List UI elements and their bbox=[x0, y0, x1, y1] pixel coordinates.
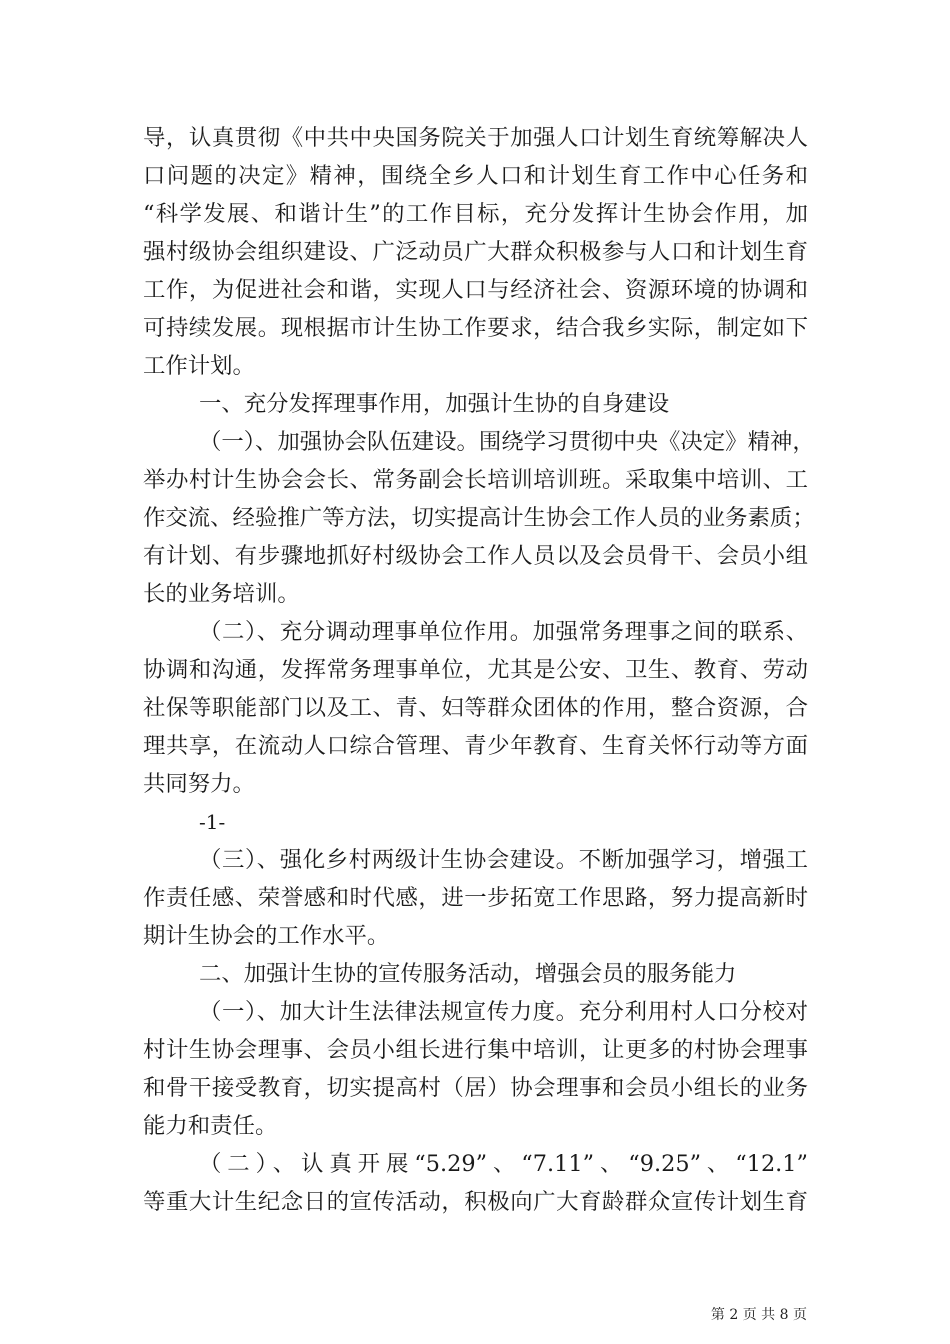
text-line: 理共享，在流动人口综合管理、青少年教育、生育关怀行动等方面 bbox=[143, 733, 808, 759]
text-line: 工作计划。 bbox=[143, 353, 255, 379]
text-line: 村计生协会理事、会员小组长进行集中培训，让更多的村协会理事 bbox=[143, 1037, 808, 1063]
text-line: 长的业务培训。 bbox=[143, 581, 300, 607]
text-line: （一）、加强协会队伍建设。围绕学习贯彻中央《决定》精神， bbox=[199, 429, 815, 455]
text-line: （一）、加大计生法律法规宣传力度。充分利用村人口分校对 bbox=[199, 999, 808, 1025]
document-body bbox=[143, 119, 815, 1221]
text-line: 作交流、经验推广等方法，切实提高计生协会工作人员的业务素质； bbox=[143, 505, 815, 531]
text-line: 作责任感、荣誉感和时代感，进一步拓宽工作思路，努力提高新时 bbox=[143, 885, 808, 911]
text-line: （三）、强化乡村两级计生协会建设。不断加强学习，增强工 bbox=[199, 847, 808, 873]
text-line: （二）、认真开展“5.29”、“7.11”、“9.25”、“12.1” bbox=[199, 1151, 808, 1177]
text-line: 共同努力。 bbox=[143, 771, 255, 797]
text-line: 工作，为促进社会和谐，实现人口与经济社会、资源环境的协调和 bbox=[143, 277, 808, 303]
text-line: 可持续发展。现根据市计生协工作要求，结合我乡实际，制定如下 bbox=[143, 315, 808, 341]
text-line: 有计划、有步骤地抓好村级协会工作人员以及会员骨干、会员小组 bbox=[143, 543, 808, 569]
text-line: 口问题的决定》精神，围绕全乡人口和计划生育工作中心任务和 bbox=[143, 163, 808, 189]
text-line: 强村级协会组织建设、广泛动员广大群众积极参与人口和计划生育 bbox=[143, 239, 808, 265]
text-line: 导，认真贯彻《中共中央国务院关于加强人口计划生育统筹解决人 bbox=[143, 125, 808, 151]
inline-page-number: -1- bbox=[199, 810, 226, 834]
text-line: 社保等职能部门以及工、青、妇等群众团体的作用，整合资源，合 bbox=[143, 695, 808, 721]
page-footer: 第 2 页 共 8 页 bbox=[710, 1307, 807, 1323]
section-heading: 一、充分发挥理事作用，加强计生协的自身建设 bbox=[199, 391, 670, 417]
text-line: 协调和沟通，发挥常务理事单位，尤其是公安、卫生、教育、劳动 bbox=[143, 657, 808, 683]
text-line: “科学发展、和谐计生”的工作目标，充分发挥计生协会作用，加 bbox=[143, 201, 808, 227]
text-line: （二）、充分调动理事单位作用。加强常务理事之间的联系、 bbox=[199, 619, 808, 645]
text-line: 等重大计生纪念日的宣传活动，积极向广大育龄群众宣传计划生育 bbox=[143, 1189, 808, 1215]
text-line: 期计生协会的工作水平。 bbox=[143, 923, 390, 949]
section-heading: 二、加强计生协的宣传服务活动，增强会员的服务能力 bbox=[199, 961, 737, 987]
text-line: 举办村计生协会会长、常务副会长培训培训班。采取集中培训、工 bbox=[143, 467, 808, 493]
text-line: 能力和责任。 bbox=[143, 1113, 278, 1139]
text-line: 和骨干接受教育，切实提高村（居）协会理事和会员小组长的业务 bbox=[143, 1075, 808, 1101]
